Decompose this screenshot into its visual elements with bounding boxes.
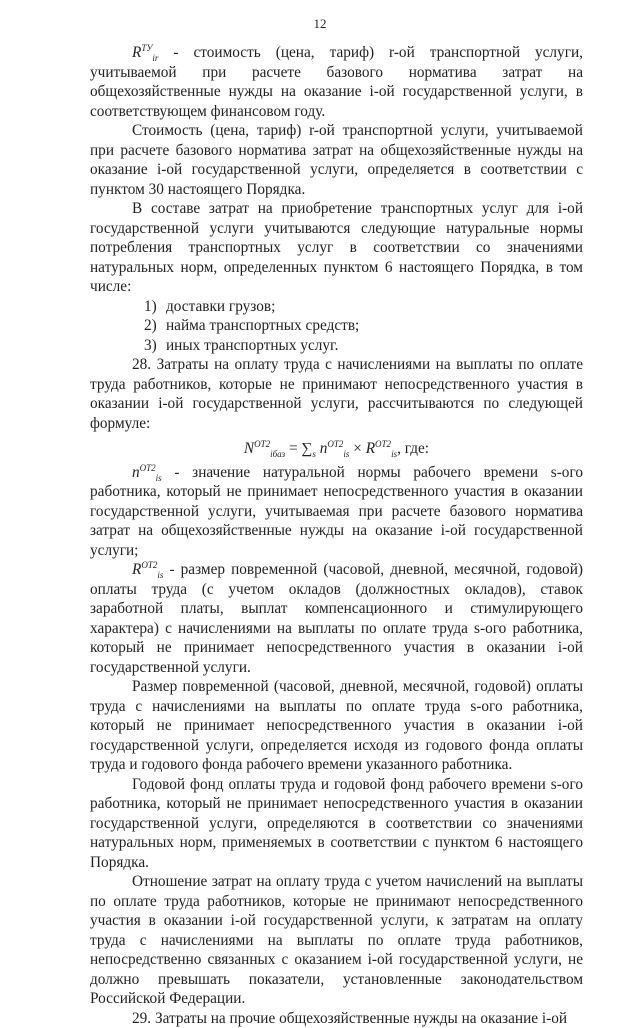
paragraph-annual-fund: Годовой фонд оплаты труда и годовой фонд рабочего времени s-ого работника, который не принимает непосредственного участия в оказании государственной услуги, определяются в соответствии со значениями натуральных норм, применяемых в соответствии с пунктом 6 настоящего Порядка. (90, 775, 583, 873)
paragraph-transport-norms: В составе затрат на приобретение транспортных услуг для i-ой государственной услуги учитываются следующие натуральные нормы потребления транспортных услуг в соответствии со значениями натуральных норм, определенных пунктом 6 настоящего Порядка, в том числе: (90, 199, 583, 297)
paragraph-ratio: Отношение затрат на оплату труда с учетом начислений на выплаты по оплате труда работников, которые не принимают непосредственного участия в оказании i-ой государственной услуги, к затратам на оплату труда с начислениями на выплаты по оплате труда работников, непосредственно связанных с оказанием i-ой государственной услуги, не должно превышать показатели, установленные законодательством Российской Федерации. (90, 872, 583, 1009)
list-item: 1) доставки грузов; (144, 297, 583, 317)
paragraph-cost-determination: Стоимость (цена, тариф) r-ой транспортной услуги, учитываемой при расчете базового норматива затрат на общехозяйственные нужды на оказание i-ой государственной услуги, определяется в соответствии с пунктом 30 настоящего Порядка. (90, 121, 583, 199)
paragraph-wage-size: Размер повременной (часовой, дневной, месячной, годовой) оплаты труда с начислениями на выплаты по оплате труда s-ого работника, который не принимает непосредственного участия в оказании i-ой государственной услуги, определяется исходя из годового фонда оплаты труда и годового фонда рабочего времени указанного работника. (90, 677, 583, 775)
list-item: 2) найма транспортных средств; (144, 316, 583, 336)
definition-r-ty: $R^{ТУ}_{ir}$ - стоимость (цена, тариф) r-ой транспортной услуги, учитываемой при расчете базового норматива затрат на общехозяйственные нужды на оказание i-ой государственной услуги, в соответствующем финансовом году. (90, 43, 583, 121)
definition-r-ot2: $R^{ОТ2}_{is}$ - размер повременной (часовой, дневной, месячной, годовой) оплаты труда (с учетом окладов (должностных окладов), ставок заработной платы, выплат компенсационного и стимулирующего характера) с начислениями на выплаты по оплате труда s-ого работника, который не принимает непосредственного участия в оказании i-ой государственной услуги. (90, 560, 583, 677)
definition-n-ot2: $n^{ОТ2}_{is}$ - значение натуральной нормы рабочего времени s-ого работника, который не принимает непосредственного участия в оказании государственной услуги, учитываемая при расчете базового норматива затрат на общехозяйственные нужды на оказание i-ой государственной услуги; (90, 463, 583, 561)
formula: $N^{ОТ2}_{iбаз} = \sum_s$ $n^{ОТ2}_{is} \times R^{ОТ2}_{is}$, где: (90, 439, 583, 459)
document-body (90, 43, 583, 1028)
paragraph-28: 28. Затраты на оплату труда с начислениями на выплаты по оплате труда работников, которые не принимают непосредственного участия в оказании i-ой государственной услуги, рассчитываются по следующей формуле: (90, 355, 583, 433)
paragraph-29: 29. Затраты на прочие общехозяйственные нужды на оказание i-ой (90, 1009, 583, 1028)
symbol-r-ty: $R^{ТУ}_{ir}$ (132, 44, 158, 61)
page-number: 12 (0, 14, 640, 34)
list-item: 3) иных транспортных услуг. (144, 336, 583, 356)
